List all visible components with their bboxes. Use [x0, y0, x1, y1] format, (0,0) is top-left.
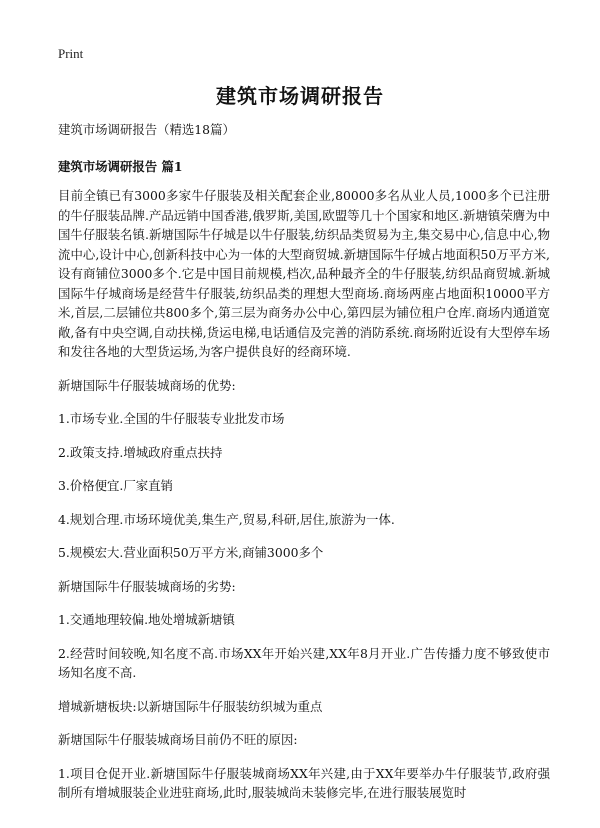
paragraph-reasons-heading: 新塘国际牛仔服装城商场目前仍不旺的原因: [58, 732, 298, 747]
list-item: 2.政策支持.增城政府重点扶持 [58, 444, 223, 460]
list-item: 5.规模宏大.营业面积50万平方米,商铺3000多个 [58, 545, 324, 560]
list-item: 1.市场专业.全国的牛仔服装专业批发市场 [58, 411, 285, 426]
paragraph-disadvantages-heading: 新塘国际牛仔服装城商场的劣势: [58, 578, 236, 594]
section-heading: 建筑市场调研报告 篇1 [58, 158, 183, 174]
document-subtitle: 建筑市场调研报告（精选18篇） [58, 122, 235, 137]
print-link[interactable]: Print [58, 46, 84, 61]
paragraph-intro: 目前全镇已有3000多家牛仔服装及相关配套企业,80000多名从业人员,1000多个已注册的牛仔服装品牌.产品远销中国香港,俄罗斯,美国,欧盟等几十个国家和地区.新塘镇荣膺为中国牛仔服装名镇.新塘国际牛仔城是以牛仔服装,纺织品类贸易为主,集交易中心,信息中心,物流中心,设计中心,创新科技中心为一体的大型商贸城.新塘国际牛仔城占地面积50万平方米,设有商铺位3000多个.它是中国目前规模,档次,品种最齐全的牛仔服装,纺织品商贸城.新城国际牛仔城商场是经营牛仔服装,纺织品类的理想大型商场.商场两座占地面积10000平方米,首层,二层铺位共800多个,第三层为商务办公中心,第四层为铺位租户仓库.商场内通道宽敞,备有中央空调,自动扶梯,货运电梯,电话通信及完善的消防系统.商场附近设有大型停车场和发往各地的大型货运场,为客户提供良好的经商环境. [58, 188, 550, 359]
list-item: 1.项目仓促开业.新塘国际牛仔服装城商场XX年兴建,由于XX年要举办牛仔服装节,政府强制所有增城服装企业进驻商场,此时,服装城尚未装修完毕,在进行服装展览时 [58, 765, 550, 800]
document-body [58, 120, 550, 817]
document-title: 建筑市场调研报告 [216, 84, 384, 108]
paragraph-block: 增城新塘板块:以新塘国际牛仔服装纺织城为重点 [58, 698, 323, 714]
list-item: 4.规划合理.市场环境优美,集生产,贸易,科研,居住,旅游为一体. [58, 511, 395, 527]
paragraph-advantages-heading: 新塘国际牛仔服装城商场的优势: [58, 377, 236, 393]
list-item: 2.经营时间较晚,知名度不高.市场XX年开始兴建,XX年8月开业.广告传播力度不够致使市场知名度不高. [58, 645, 550, 680]
list-item: 1.交通地理较偏.地处增城新塘镇 [58, 612, 235, 627]
list-item: 3.价格便宜.厂家直销 [58, 478, 173, 493]
